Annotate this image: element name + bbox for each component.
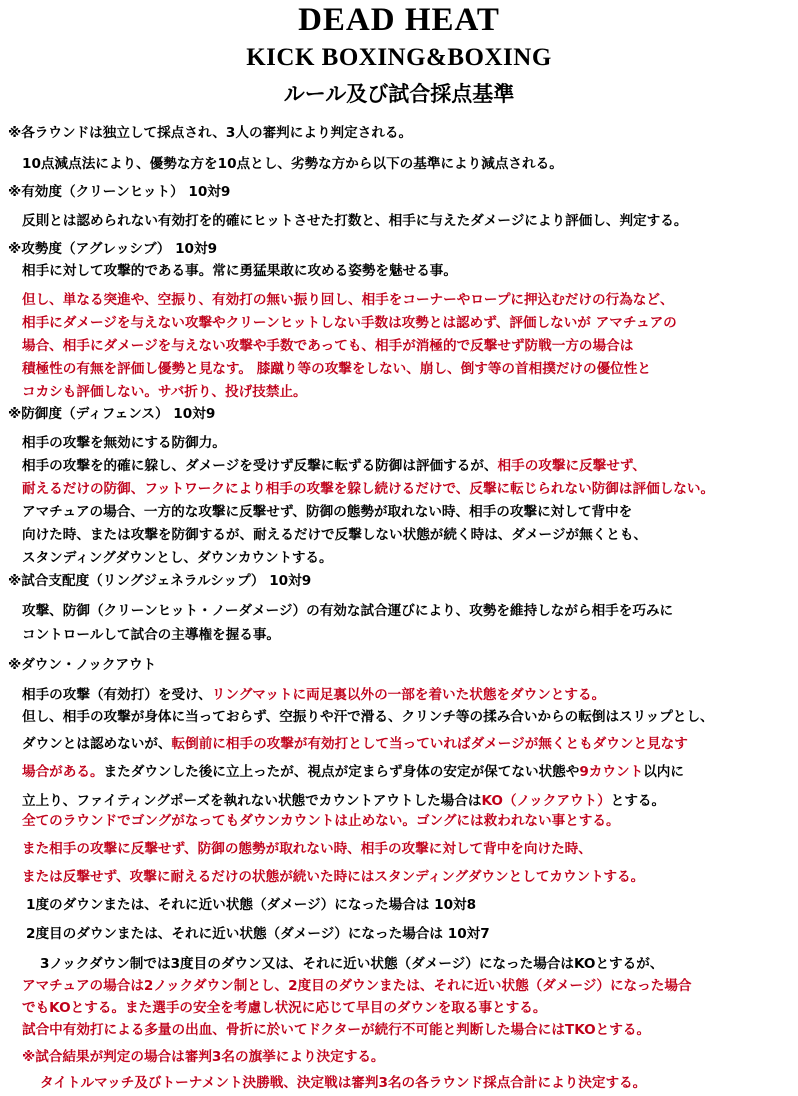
knockdown-line-4b: またダウンした後に立上ったが、視点が定まらず身体の安定が保てない状態や: [103, 764, 580, 780]
result-line-2: タイトルマッチ及びトーナメント決勝戦、決定戦は審判3名の各ラウンド採点合計により決定する。: [40, 1075, 647, 1091]
knockdown-line-7: また相手の攻撃に反撃せず、防御の態勢が取れない時、相手の攻撃に対して背中を向けた時、: [22, 841, 592, 857]
knockdown-line-5a: 立上り、ファイティングポーズを執れない状態でカウントアウトした場合は: [22, 793, 482, 809]
knockdown-line-4: [22, 763, 684, 781]
knockdown-line-6: 全てのラウンドでゴングがなってもダウンカウントは止めない。ゴングには救われない事とする。: [22, 813, 620, 829]
general-rule-2: 10点減点法により、優勢な方を10点とし、劣勢な方から以下の基準により減点される。: [22, 156, 563, 172]
ring-title: ※試合支配度（リングジェネラルシップ） 10対9: [8, 573, 312, 589]
defense-text-2: [22, 457, 646, 475]
defense-text-1: 相手の攻撃を無効にする防御力。: [22, 435, 226, 451]
knockdown-line-3a: ダウンとは認めないが、: [22, 736, 172, 752]
knockdown-line-5b: KO（ノックアウト）: [481, 793, 611, 809]
general-rule-1: ※各ラウンドは独立して採点され、3人の審判により判定される。: [8, 125, 413, 141]
aggression-title: ※攻勢度（アグレッシブ） 10対9: [8, 241, 218, 257]
knockdown-line-5: [22, 792, 665, 810]
knockdown-title: ※ダウン・ノックアウト: [8, 657, 157, 673]
effectiveness-text: 反則とは認められない有効打を的確にヒットさせた打数と、相手に与えたダメージにより評価し、判定する。: [22, 213, 688, 229]
knockdown-line-1b: リングマットに両足裏以外の一部を着いた状態をダウンとする。: [211, 687, 606, 703]
aggression-note-5: コカシも評価しない。サバ折り、投げ技禁止。: [22, 384, 307, 400]
page-title: DEAD HEAT: [298, 2, 500, 38]
aggression-note-1: 但し、単なる突進や、空振り、有効打の無い振り回し、相手をコーナーやロープに押込むだけの行為など、: [22, 292, 674, 308]
defense-text-6: スタンディングダウンとし、ダウンカウントする。: [22, 550, 333, 566]
knockdown-score-1: 1度のダウンまたは、それに近い状態（ダメージ）になった場合は 10対8: [26, 897, 477, 913]
aggression-note-3: 場合、相手にダメージを与えない攻撃や手数であっても、相手が消極的で反撃せず防戦一方の場合は: [22, 338, 634, 354]
ring-text-1: 攻撃、防御（クリーンヒット・ノーダメージ）の有効な試合運びにより、攻勢を維持しながら相手を巧みに: [22, 603, 674, 619]
knockdown-line-1: [22, 686, 605, 704]
page-subtitle: KICK BOXING&BOXING: [246, 44, 552, 71]
defense-note: 耐えるだけの防御、フットワークにより相手の攻撃を躱し続けるだけで、反撃に転じられない防御は評価しない。: [22, 481, 715, 497]
aggression-note-4: 積極性の有無を評価し優勢と見なす。 膝蹴り等の攻撃をしない、崩し、倒す等の首相撲だけの優位性と: [22, 361, 651, 377]
ring-text-2: コントロールして試合の主導権を握る事。: [22, 627, 281, 643]
result-line-1: ※試合結果が判定の場合は審判3名の旗挙により決定する。: [22, 1049, 385, 1065]
effectiveness-title: ※有効度（クリーンヒット） 10対9: [8, 184, 231, 200]
knockdown-line-4a: 場合がある。: [22, 764, 104, 780]
defense-text-5: 向けた時、または攻撃を防御するが、耐えるだけで反撃しない状態が続く時は、ダメージが無くとも、: [22, 527, 648, 543]
knockdown-line-4c: 9カウント: [579, 764, 644, 780]
knockdown-line-14: 試合中有効打による多量の出血、骨折に於いてドクターが続行不可能と判断した場合にはTKOとする。: [22, 1022, 651, 1038]
defense-title: ※防御度（ディフェンス） 10対9: [8, 406, 216, 422]
aggression-note-2: 相手にダメージを与えない攻撃やクリーンヒットしない手数は攻勢とは認めず、評価しないが アマチュアの: [22, 315, 677, 331]
knockdown-line-3b: 転倒前に相手の攻撃が有効打として当っていればダメージが無くともダウンと見なす: [171, 736, 688, 752]
knockdown-line-8: または反撃せず、攻撃に耐えるだけの状態が続いた時にはスタンディングダウンとしてカウントする。: [22, 869, 645, 885]
knockdown-line-12: アマチュアの場合は2ノックダウン制とし、2度目のダウンまたは、それに近い状態（ダメージ）になった場合: [22, 978, 692, 994]
defense-text-2a: 相手の攻撃を的確に躱し、ダメージを受けず反撃に転ずる防御は評価するが、: [22, 458, 498, 474]
aggression-text: 相手に対して攻撃的である事。常に勇猛果敢に攻める姿勢を魅せる事。: [22, 263, 457, 279]
defense-text-4: アマチュアの場合、一方的な攻撃に反撃せず、防御の態勢が取れない時、相手の攻撃に対して背中を: [22, 504, 633, 520]
knockdown-line-2: 但し、相手の攻撃が身体に当っておらず、空振りや汗で滑る、クリンチ等の揉み合いからの転倒はスリップとし、: [22, 709, 714, 725]
page-heading: ルール及び試合採点基準: [283, 82, 515, 106]
knockdown-line-1a: 相手の攻撃（有効打）を受け、: [22, 687, 212, 703]
knockdown-line-3: [22, 735, 688, 753]
knockdown-line-4d: 以内に: [643, 764, 684, 780]
knockdown-line-5c: とする。: [610, 793, 666, 809]
knockdown-line-13: でもKOとする。また選手の安全を考慮し状況に応じて早目のダウンを取る事とする。: [22, 1000, 547, 1016]
knockdown-score-2: 2度目のダウンまたは、それに近い状態（ダメージ）になった場合は 10対7: [26, 926, 490, 942]
defense-text-2b: 相手の攻撃に反撃せず、: [497, 458, 646, 474]
knockdown-line-11: 3ノックダウン制では3度目のダウン又は、それに近い状態（ダメージ）になった場合はKOとするが、: [40, 956, 664, 972]
